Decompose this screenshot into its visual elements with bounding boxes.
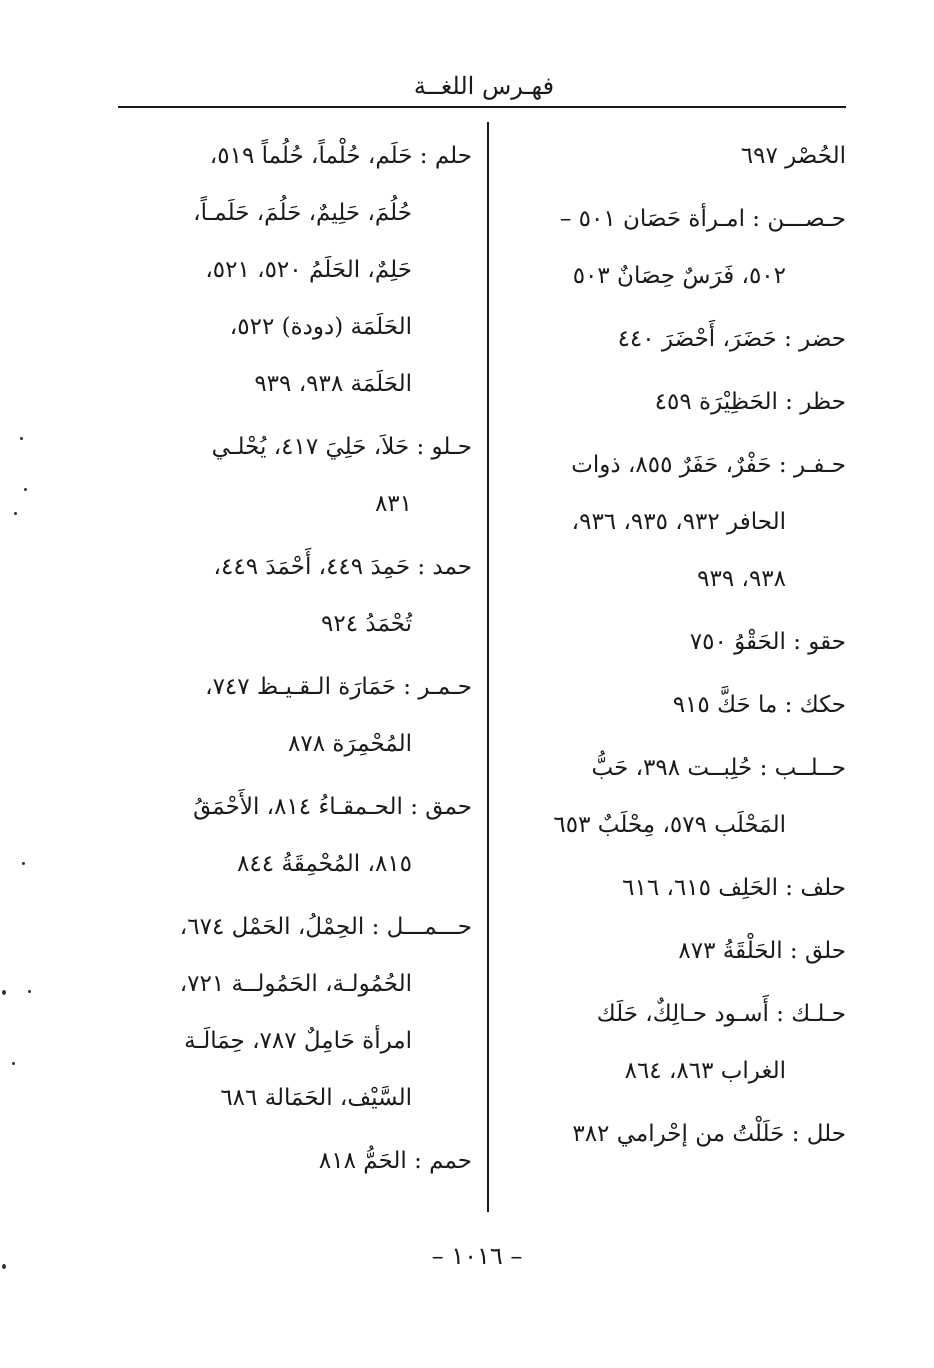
scan-speck (24, 488, 27, 491)
entry-line: حلق : الحَلْقَةُ ٨٧٣ (678, 938, 846, 964)
scan-speck (2, 990, 6, 995)
index-entry (500, 860, 846, 917)
entry-line: حلم : حَلَم، حُلْماً، حُلُماً ٥١٩، (209, 143, 472, 169)
entry-line: ٩٣٨، ٩٣٩ (697, 566, 786, 592)
index-entry (130, 659, 472, 773)
entry-line: حــلــب : حُلِبــت ٣٩٨، حَبُّ (591, 755, 846, 781)
index-column-left (130, 128, 472, 1196)
index-entry (500, 740, 846, 854)
index-entry (130, 899, 472, 1127)
entry-line: حـلو : حَلاَ، حَلِيَ ٤١٧، يُحْلـي (211, 434, 472, 460)
index-entry (130, 1133, 472, 1190)
scan-speck (22, 862, 25, 865)
index-entry (130, 128, 472, 413)
index-entry (130, 419, 472, 533)
entry-line: حَلِمٌ، الحَلَمُ ٥٢٠، ٥٢١، (205, 257, 412, 283)
scan-speck (28, 990, 31, 993)
entry-line: الحَلَمَة ٩٣٨، ٩٣٩ (254, 371, 412, 397)
entry-line: حـــمـــل : الحِمْلُ، الحَمْل ٦٧٤، (179, 914, 472, 940)
entry-line: تُحْمَدُ ٩٢٤ (321, 611, 412, 637)
header-rule (118, 106, 846, 108)
entry-line: حقو : الحَقْوُ ٧٥٠ (689, 629, 846, 655)
entry-line: حلل : حَلَلْتُ من إحْرامي ٣٨٢ (572, 1121, 846, 1147)
entry-line: حـصـــن : امـرأة حَصَان ٥٠١ – (559, 206, 846, 232)
column-divider (487, 122, 489, 1212)
index-entry (500, 1106, 846, 1163)
entry-line: المُحْمِرَة ٨٧٨ (288, 731, 412, 757)
entry-line: المَحْلَب ٥٧٩، مِحْلَبٌ ٦٥٣ (553, 812, 786, 838)
index-column-right (500, 128, 846, 1169)
entry-line: الحُصْر ٦٩٧ (740, 143, 846, 169)
index-entry (130, 539, 472, 653)
scan-speck (20, 437, 23, 440)
entry-line: الحُمُولـة، الحَمُولــة ٧٢١، (179, 971, 412, 997)
entry-line: امرأة حَامِلٌ ٧٨٧، حِمَالَـة (184, 1028, 412, 1054)
entry-line: الغراب ٨٦٣، ٨٦٤ (624, 1058, 786, 1084)
entry-line: حمق : الحـمقـاءُ ٨١٤، الأَحْمَقُ (193, 794, 472, 820)
scan-speck (12, 1062, 15, 1065)
entry-line: حظر : الحَظِيْرَة ٤٥٩ (654, 389, 846, 415)
entry-line: ٨١٥، المُحْمِقَةُ ٨٤٤ (237, 851, 412, 877)
scan-speck (2, 1264, 6, 1269)
scan-speck (14, 512, 17, 515)
entry-line: حضر : حَضَرَ، أَحْضَرَ ٤٤٠ (617, 326, 846, 352)
entry-line: حلف : الحَلِف ٦١٥، ٦١٦ (622, 875, 846, 901)
entry-line: حمم : الحَمُّ ٨١٨ (318, 1148, 472, 1174)
index-entry (130, 779, 472, 893)
entry-line: حمد : حَمِدَ ٤٤٩، أَحْمَدَ ٤٤٩، (213, 554, 472, 580)
page-number: – ١٠١٦ – (431, 1242, 523, 1270)
index-entry (500, 374, 846, 431)
index-entry (500, 128, 846, 185)
index-entry (500, 614, 846, 671)
index-entry (500, 311, 846, 368)
page-header: فهـرس اللغــة (413, 72, 555, 100)
entry-line: حكك : ما حَكَّ ٩١٥ (672, 692, 846, 718)
entry-line: الحافر ٩٣٢، ٩٣٥، ٩٣٦، (571, 509, 786, 535)
index-entry (500, 437, 846, 608)
entry-line: الحَلَمَة (دودة) ٥٢٢، (229, 314, 412, 340)
index-entry (500, 923, 846, 980)
index-entry (500, 191, 846, 305)
entry-line: ٨٣١ (374, 491, 412, 517)
entry-line: حـفـر : حَفْرٌ، حَفَرٌ ٨٥٥، ذوات (571, 452, 846, 478)
entry-line: ٥٠٢، فَرَسٌ حِصَانٌ ٥٠٣ (572, 263, 786, 289)
entry-line: حـمـر : حَمَارَة الـقـيـظ ٧٤٧، (205, 674, 472, 700)
entry-line: السَّيْف، الحَمَالة ٦٨٦ (220, 1085, 412, 1111)
entry-line: حـلـك : أَسـود حـالِكٌ، حَلَك (596, 1001, 846, 1027)
index-entry (500, 677, 846, 734)
entry-line: حُلُمَ، حَلِيمٌ، حَلُمَ، حَلَمـاً، (193, 200, 412, 226)
index-entry (500, 986, 846, 1100)
